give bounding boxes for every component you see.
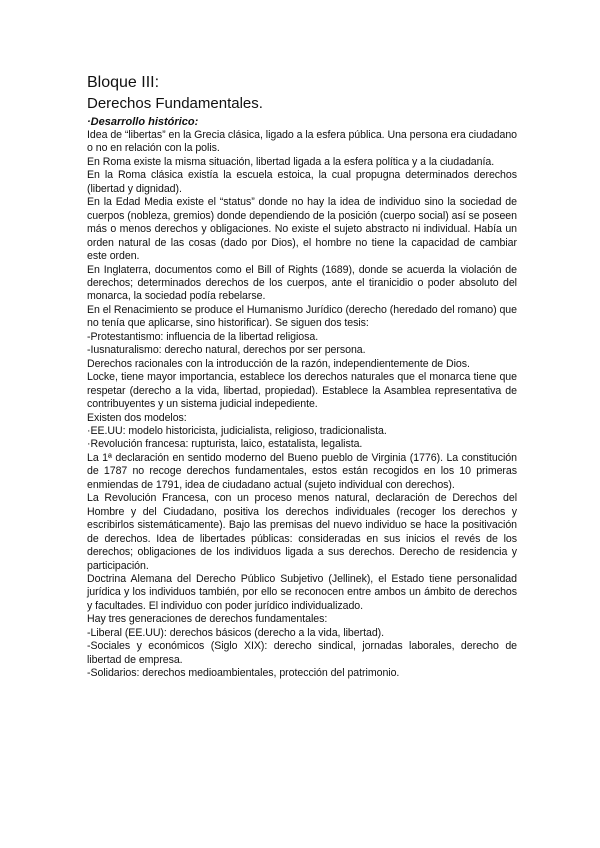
paragraph: Doctrina Alemana del Derecho Público Subjetivo (Jellinek), el Estado tiene personalidad jurídica y los individuos también, por ello se reconocen entre ambos un ámbito de derechos y facultades. El individuo con poder jurídico individualizado. (87, 572, 517, 612)
paragraph: La 1ª declaración en sentido moderno del Bueno pueblo de Virginia (1776). La constitución de 1787 no recoge derechos fundamentales, estos están recogidos en los 10 primeras enmiendas de 1791, idea de ciudadano actual (sujeto individual con derechos). (87, 451, 517, 491)
paragraph: En Roma existe la misma situación, libertad ligada a la esfera política y a la ciudadanía. (87, 155, 495, 168)
paragraph: La Revolución Francesa, con un proceso menos natural, declaración de Derechos del Hombre y del Ciudadano, positiva los derechos individuales (recoger los derechos y escribirlos sistemáticamente). Bajo las premisas del nuevo individuo se hace la positivación de derechos. Idea de libertades públicas: consideradas en sus inicios el revés de los derechos; obligaciones de los individuos ligada a sus derechos. Derecho de residencia y participación. (87, 492, 517, 572)
paragraph: En el Renacimiento se produce el Humanismo Jurídico (derecho (heredado del romano) que no tenía que aplicarse, sino historificar). Se siguen dos tesis: (87, 303, 517, 330)
document-title: Bloque III: (87, 74, 160, 91)
paragraph: En la Roma clásica existía la escuela estoica, la cual propugna determinados derechos (libertad y dignidad). (87, 169, 517, 195)
list-item: ·EE.UU: modelo historicista, judicialista, religioso, tradicionalista. (87, 424, 387, 437)
document-subtitle: Derechos Fundamentales. (87, 95, 263, 112)
list-item: ·Revolución francesa: rupturista, laico, estatalista, legalista. (87, 438, 363, 451)
paragraph: Locke, tiene mayor importancia, establece los derechos naturales que el monarca tiene que respetar (derecho a la vida, libertad, propiedad). Establece la Asamblea representativa de contribuyentes y un sistema judicial indepediente. (87, 371, 517, 411)
paragraph: Idea de “libertas” en la Grecia clásica, ligado a la esfera pública. Una persona era ciudadano o no en relación con la polis. (87, 129, 517, 155)
paragraph: Hay tres generaciones de derechos fundamentales: (87, 613, 328, 626)
document-body (87, 129, 517, 681)
section-heading: ·Desarrollo histórico: (87, 116, 199, 128)
list-item: -Solidarios: derechos medioambientales, protección del patrimonio. (87, 667, 400, 680)
paragraph: En la Edad Media existe el “status” donde no hay la idea de individuo sino la sociedad de cuerpos (nobleza, gremios) donde dependiendo de la posición (cuerpo social) así se poseen más o menos derechos y obligaciones. No existe el sujeto abstracto ni individual. Había un orden natural de las cosas (dado por Dios), el hombre no tiene la capacidad de cambiar este orden. (87, 196, 517, 263)
list-item: -Liberal (EE.UU): derechos básicos (derecho a la vida, libertad). (87, 626, 385, 639)
paragraph: Existen dos modelos: (87, 411, 187, 424)
paragraph: Derechos racionales con la introducción de la razón, independientemente de Dios. (87, 357, 470, 370)
paragraph: En Inglaterra, documentos como el Bill of Rights (1689), donde se acuerda la violación de derechos; determinados derechos de los cuerpos, ante el tiranicidio o poder absoluto del monarca, la sociedad podía rebelarse. (87, 263, 517, 303)
document-page (87, 74, 517, 681)
list-item: -Iusnaturalismo: derecho natural, derechos por ser persona. (87, 344, 366, 357)
list-item: -Sociales y económicos (Siglo XIX): derecho sindical, jornadas laborales, derecho de libertad de empresa. (87, 640, 517, 666)
list-item: -Protestantismo: influencia de la libertad religiosa. (87, 330, 319, 343)
